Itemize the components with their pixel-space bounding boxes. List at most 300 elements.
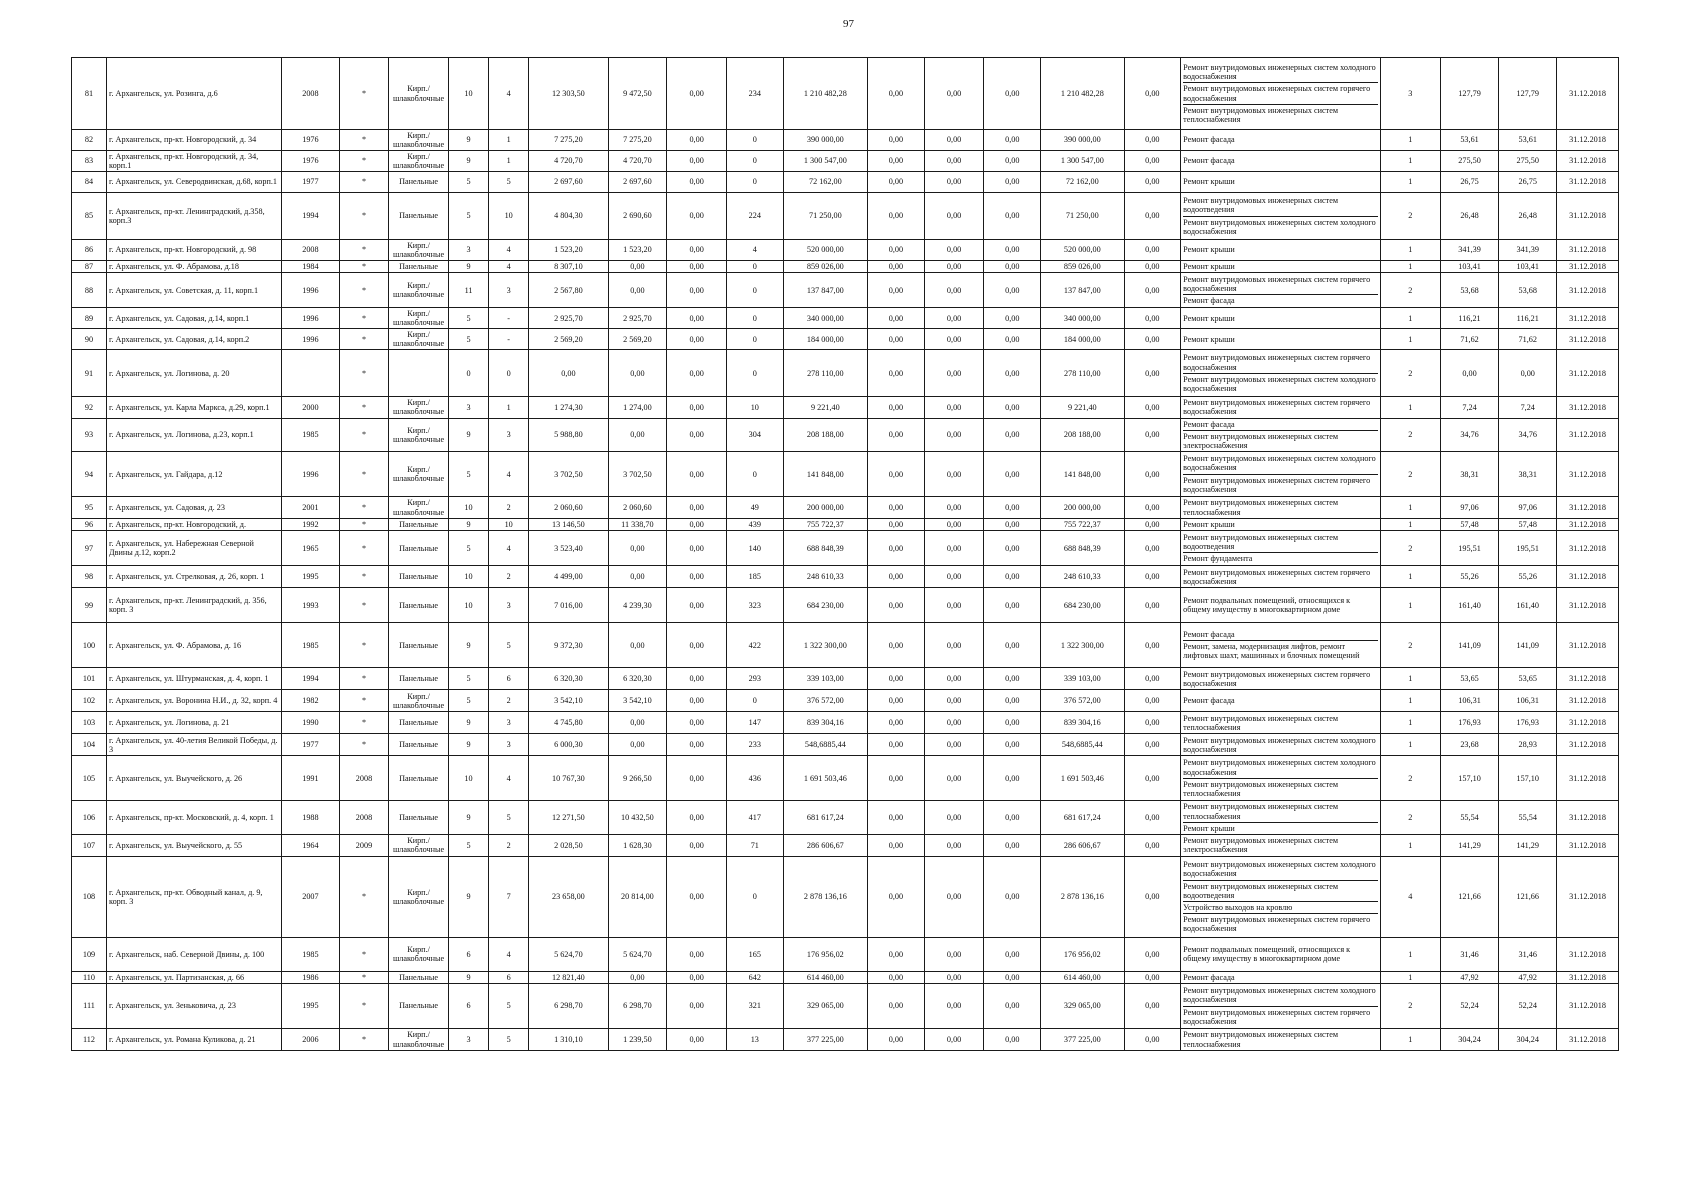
cell-cost-regional: 0,00 xyxy=(924,623,984,668)
cell-total-area: 5 988,80 xyxy=(529,418,608,452)
cell-year-reconstruction: * xyxy=(339,734,388,756)
cell-wall-material: Кирп./ шлакоблочные xyxy=(389,497,449,519)
cell-work-types xyxy=(1181,1029,1381,1051)
cell-cost-other: 0,00 xyxy=(1124,834,1181,856)
cell-cost-fund: 0,00 xyxy=(868,712,925,734)
cell-living-area: 0,00 xyxy=(608,712,667,734)
work-item: Ремонт внутридомовых инженерных систем электроснабжения xyxy=(1183,836,1339,855)
cell-living-area: 5 624,70 xyxy=(608,937,667,971)
cell-cost-regional: 0,00 xyxy=(924,734,984,756)
cell-cost-regional: 0,00 xyxy=(924,452,984,497)
cell-wall-material: Панельные xyxy=(389,623,449,668)
cell-wall-material: Кирп./ шлакоблочные xyxy=(389,937,449,971)
cell-cost-regional: 0,00 xyxy=(924,519,984,531)
cell-work-count: 1 xyxy=(1380,937,1440,971)
cell-cost-regional: 0,00 xyxy=(924,690,984,712)
cell-cost-total: 755 722,37 xyxy=(783,519,867,531)
cell-floors: 5 xyxy=(448,690,488,712)
cell-year-reconstruction: * xyxy=(339,329,388,350)
table-row xyxy=(72,240,1619,261)
cell-total-area: 6 000,30 xyxy=(529,734,608,756)
cell-cost-total: 1 691 503,46 xyxy=(783,756,867,801)
cell-work-types xyxy=(1181,856,1381,937)
cell-year-built: 1988 xyxy=(282,801,340,835)
cell-work-types xyxy=(1181,151,1381,172)
cell-entrances: 3 xyxy=(489,712,529,734)
cell-cost-total: 1 322 300,00 xyxy=(783,623,867,668)
cell-cost-owners: 9 221,40 xyxy=(1041,397,1124,418)
cell-wall-material: Панельные xyxy=(389,971,449,983)
cell-municipal-area: 0,00 xyxy=(667,273,727,308)
cell-cost-fund: 0,00 xyxy=(868,273,925,308)
cell-year-reconstruction: * xyxy=(339,497,388,519)
cell-cost-owners: 137 847,00 xyxy=(1041,273,1124,308)
cell-cost-regional: 0,00 xyxy=(924,801,984,835)
cell-address: г. Архангельск, ул. Штурманская, д. 4, корп. 1 xyxy=(107,668,282,690)
cell-unit-cost: 116,21 xyxy=(1440,308,1499,329)
cell-year-built: 1976 xyxy=(282,151,340,172)
cell-residents: 185 xyxy=(726,566,783,588)
cell-residents: 436 xyxy=(726,756,783,801)
table-row xyxy=(72,734,1619,756)
cell-work-types xyxy=(1181,130,1381,151)
cell-row-number: 87 xyxy=(72,261,107,273)
cell-municipal-area: 0,00 xyxy=(667,193,727,240)
cell-unit-cost-limit: 275,50 xyxy=(1499,151,1557,172)
cell-living-area: 0,00 xyxy=(608,971,667,983)
cell-completion-date: 31.12.2018 xyxy=(1557,397,1619,418)
cell-address: г. Архангельск, ул. Гайдара, д.12 xyxy=(107,452,282,497)
cell-cost-fund: 0,00 xyxy=(868,397,925,418)
work-item: Ремонт внутридомовых инженерных систем холодного водоснабжения xyxy=(1183,757,1378,778)
cell-unit-cost: 304,24 xyxy=(1440,1029,1499,1051)
table-row xyxy=(72,1029,1619,1051)
cell-municipal-area: 0,00 xyxy=(667,452,727,497)
work-item: Ремонт внутридомовых инженерных систем водоотведения xyxy=(1183,195,1378,216)
cell-row-number: 88 xyxy=(72,273,107,308)
cell-row-number: 82 xyxy=(72,130,107,151)
cell-cost-local: 0,00 xyxy=(984,130,1041,151)
cell-floors: 5 xyxy=(448,531,488,566)
cell-work-count: 4 xyxy=(1380,856,1440,937)
cell-wall-material: Кирп./ шлакоблочные xyxy=(389,690,449,712)
cell-cost-fund: 0,00 xyxy=(868,668,925,690)
cell-row-number: 105 xyxy=(72,756,107,801)
cell-year-reconstruction: * xyxy=(339,690,388,712)
cell-row-number: 89 xyxy=(72,308,107,329)
cell-cost-fund: 0,00 xyxy=(868,690,925,712)
housing-repair-table xyxy=(71,57,1619,1051)
cell-cost-owners: 340 000,00 xyxy=(1041,308,1124,329)
cell-floors: 5 xyxy=(448,834,488,856)
cell-wall-material: Кирп./ шлакоблочные xyxy=(389,58,449,130)
cell-unit-cost: 0,00 xyxy=(1440,350,1499,397)
cell-year-built: 1992 xyxy=(282,519,340,531)
cell-unit-cost: 106,31 xyxy=(1440,690,1499,712)
cell-cost-other: 0,00 xyxy=(1124,623,1181,668)
cell-year-built: 1977 xyxy=(282,734,340,756)
cell-total-area: 12 271,50 xyxy=(529,801,608,835)
cell-address: г. Архангельск, ул. Логинова, д. 20 xyxy=(107,350,282,397)
cell-cost-total: 72 162,00 xyxy=(783,172,867,193)
cell-cost-other: 0,00 xyxy=(1124,1029,1181,1051)
cell-year-built: 1976 xyxy=(282,130,340,151)
cell-floors: 5 xyxy=(448,668,488,690)
cell-entrances: 2 xyxy=(489,834,529,856)
cell-cost-other: 0,00 xyxy=(1124,452,1181,497)
cell-cost-other: 0,00 xyxy=(1124,519,1181,531)
cell-total-area: 10 767,30 xyxy=(529,756,608,801)
cell-work-types xyxy=(1181,801,1381,835)
cell-cost-total: 339 103,00 xyxy=(783,668,867,690)
cell-unit-cost-limit: 55,54 xyxy=(1499,801,1557,835)
cell-cost-local: 0,00 xyxy=(984,668,1041,690)
cell-row-number: 84 xyxy=(72,172,107,193)
cell-wall-material: Кирп./ шлакоблочные xyxy=(389,418,449,452)
cell-cost-total: 2 878 136,16 xyxy=(783,856,867,937)
cell-work-count: 1 xyxy=(1380,734,1440,756)
cell-wall-material: Кирп./ шлакоблочные xyxy=(389,329,449,350)
cell-cost-total: 329 065,00 xyxy=(783,984,867,1029)
cell-cost-total: 376 572,00 xyxy=(783,690,867,712)
cell-residents: 0 xyxy=(726,690,783,712)
cell-wall-material: Кирп./ шлакоблочные xyxy=(389,834,449,856)
cell-unit-cost: 55,54 xyxy=(1440,801,1499,835)
cell-cost-regional: 0,00 xyxy=(924,329,984,350)
cell-living-area: 2 569,20 xyxy=(608,329,667,350)
cell-total-area: 3 702,50 xyxy=(529,452,608,497)
cell-wall-material: Кирп./ шлакоблочные xyxy=(389,452,449,497)
cell-year-built: 2007 xyxy=(282,856,340,937)
table-row xyxy=(72,308,1619,329)
cell-residents: 0 xyxy=(726,172,783,193)
cell-entrances: 3 xyxy=(489,588,529,623)
cell-municipal-area: 0,00 xyxy=(667,588,727,623)
cell-total-area: 5 624,70 xyxy=(529,937,608,971)
cell-cost-fund: 0,00 xyxy=(868,588,925,623)
cell-row-number: 92 xyxy=(72,397,107,418)
table-row xyxy=(72,856,1619,937)
cell-work-types xyxy=(1181,623,1381,668)
cell-cost-local: 0,00 xyxy=(984,531,1041,566)
cell-total-area: 9 372,30 xyxy=(529,623,608,668)
cell-cost-owners: 278 110,00 xyxy=(1041,350,1124,397)
cell-entrances: 1 xyxy=(489,130,529,151)
cell-cost-total: 688 848,39 xyxy=(783,531,867,566)
cell-row-number: 95 xyxy=(72,497,107,519)
cell-wall-material: Панельные xyxy=(389,172,449,193)
cell-cost-other: 0,00 xyxy=(1124,756,1181,801)
cell-total-area: 4 720,70 xyxy=(529,151,608,172)
cell-entrances: 4 xyxy=(489,531,529,566)
cell-entrances: 4 xyxy=(489,261,529,273)
cell-living-area: 7 275,20 xyxy=(608,130,667,151)
cell-cost-owners: 248 610,33 xyxy=(1041,566,1124,588)
cell-municipal-area: 0,00 xyxy=(667,172,727,193)
work-item: Ремонт подвальных помещений, относящихся к общему имуществу в многоквартирном доме xyxy=(1183,945,1351,964)
cell-completion-date: 31.12.2018 xyxy=(1557,834,1619,856)
cell-address: г. Архангельск, пр-кт. Московский, д. 4, корп. 1 xyxy=(107,801,282,835)
cell-living-area: 4 239,30 xyxy=(608,588,667,623)
cell-work-types xyxy=(1181,734,1381,756)
cell-wall-material: Кирп./ шлакоблочные xyxy=(389,273,449,308)
cell-year-reconstruction: * xyxy=(339,519,388,531)
cell-cost-fund: 0,00 xyxy=(868,531,925,566)
cell-address: г. Архангельск, ул. Романа Куликова, д. 21 xyxy=(107,1029,282,1051)
cell-floors: 3 xyxy=(448,240,488,261)
cell-unit-cost-limit: 55,26 xyxy=(1499,566,1557,588)
cell-completion-date: 31.12.2018 xyxy=(1557,1029,1619,1051)
cell-work-types xyxy=(1181,588,1381,623)
cell-cost-fund: 0,00 xyxy=(868,329,925,350)
cell-year-reconstruction: * xyxy=(339,151,388,172)
cell-entrances: 2 xyxy=(489,566,529,588)
cell-address: г. Архангельск, пр-кт. Ленинградский, д. 356, корп. 3 xyxy=(107,588,282,623)
work-item: Ремонт фасада xyxy=(1183,156,1235,166)
table-row xyxy=(72,531,1619,566)
table-row xyxy=(72,151,1619,172)
cell-unit-cost-limit: 304,24 xyxy=(1499,1029,1557,1051)
cell-living-area: 2 690,60 xyxy=(608,193,667,240)
cell-completion-date: 31.12.2018 xyxy=(1557,172,1619,193)
cell-floors: 9 xyxy=(448,856,488,937)
cell-row-number: 93 xyxy=(72,418,107,452)
cell-completion-date: 31.12.2018 xyxy=(1557,984,1619,1029)
cell-year-built: 1977 xyxy=(282,172,340,193)
cell-municipal-area: 0,00 xyxy=(667,1029,727,1051)
cell-unit-cost-limit: 7,24 xyxy=(1499,397,1557,418)
cell-cost-other: 0,00 xyxy=(1124,151,1181,172)
cell-work-types xyxy=(1181,984,1381,1029)
cell-living-area: 2 925,70 xyxy=(608,308,667,329)
cell-address: г. Архангельск, пр-кт. Новгородский, д. 34, корп.1 xyxy=(107,151,282,172)
cell-residents: 304 xyxy=(726,418,783,452)
cell-address: г. Архангельск, ул. Карла Маркса, д.29, корп.1 xyxy=(107,397,282,418)
cell-cost-local: 0,00 xyxy=(984,193,1041,240)
cell-entrances: 5 xyxy=(489,623,529,668)
cell-unit-cost-limit: 341,39 xyxy=(1499,240,1557,261)
cell-cost-owners: 208 188,00 xyxy=(1041,418,1124,452)
cell-municipal-area: 0,00 xyxy=(667,566,727,588)
work-item: Ремонт внутридомовых инженерных систем водоотведения xyxy=(1183,881,1378,902)
cell-cost-local: 0,00 xyxy=(984,937,1041,971)
cell-cost-regional: 0,00 xyxy=(924,273,984,308)
cell-work-count: 1 xyxy=(1380,240,1440,261)
work-item: Ремонт фасада xyxy=(1183,135,1235,145)
cell-cost-local: 0,00 xyxy=(984,172,1041,193)
work-item: Ремонт крыши xyxy=(1183,520,1235,530)
cell-cost-local: 0,00 xyxy=(984,58,1041,130)
cell-wall-material: Панельные xyxy=(389,566,449,588)
cell-cost-other: 0,00 xyxy=(1124,690,1181,712)
cell-row-number: 100 xyxy=(72,623,107,668)
cell-entrances: 4 xyxy=(489,58,529,130)
cell-work-count: 2 xyxy=(1380,756,1440,801)
cell-cost-total: 141 848,00 xyxy=(783,452,867,497)
cell-municipal-area: 0,00 xyxy=(667,971,727,983)
cell-total-area: 4 804,30 xyxy=(529,193,608,240)
cell-cost-fund: 0,00 xyxy=(868,756,925,801)
cell-completion-date: 31.12.2018 xyxy=(1557,497,1619,519)
cell-residents: 147 xyxy=(726,712,783,734)
cell-total-area: 7 016,00 xyxy=(529,588,608,623)
cell-floors: 10 xyxy=(448,566,488,588)
cell-residents: 10 xyxy=(726,397,783,418)
cell-floors: 9 xyxy=(448,519,488,531)
cell-municipal-area: 0,00 xyxy=(667,623,727,668)
work-item: Ремонт внутридомовых инженерных систем теплоснабжения xyxy=(1183,1030,1339,1049)
cell-work-types xyxy=(1181,193,1381,240)
table-row xyxy=(72,418,1619,452)
cell-entrances: - xyxy=(489,329,529,350)
cell-row-number: 111 xyxy=(72,984,107,1029)
cell-floors: 10 xyxy=(448,756,488,801)
cell-address: г. Архангельск, ул. Северодвинская, д.68, корп.1 xyxy=(107,172,282,193)
cell-work-count: 2 xyxy=(1380,418,1440,452)
cell-municipal-area: 0,00 xyxy=(667,308,727,329)
cell-cost-owners: 859 026,00 xyxy=(1041,261,1124,273)
cell-cost-local: 0,00 xyxy=(984,273,1041,308)
table-row xyxy=(72,971,1619,983)
cell-entrances: 2 xyxy=(489,497,529,519)
cell-residents: 0 xyxy=(726,329,783,350)
cell-work-types xyxy=(1181,668,1381,690)
cell-year-built: 1991 xyxy=(282,756,340,801)
cell-year-built: 1993 xyxy=(282,588,340,623)
cell-cost-owners: 71 250,00 xyxy=(1041,193,1124,240)
cell-unit-cost: 341,39 xyxy=(1440,240,1499,261)
table-row xyxy=(72,397,1619,418)
cell-living-area: 0,00 xyxy=(608,418,667,452)
cell-unit-cost-limit: 157,10 xyxy=(1499,756,1557,801)
cell-cost-owners: 681 617,24 xyxy=(1041,801,1124,835)
cell-row-number: 94 xyxy=(72,452,107,497)
cell-municipal-area: 0,00 xyxy=(667,834,727,856)
cell-year-reconstruction: * xyxy=(339,588,388,623)
cell-residents: 71 xyxy=(726,834,783,856)
cell-completion-date: 31.12.2018 xyxy=(1557,856,1619,937)
cell-cost-other: 0,00 xyxy=(1124,856,1181,937)
cell-unit-cost: 53,68 xyxy=(1440,273,1499,308)
cell-cost-fund: 0,00 xyxy=(868,937,925,971)
cell-residents: 0 xyxy=(726,350,783,397)
cell-wall-material: Панельные xyxy=(389,734,449,756)
cell-residents: 234 xyxy=(726,58,783,130)
table-row xyxy=(72,58,1619,130)
cell-floors: 3 xyxy=(448,397,488,418)
work-item: Ремонт крыши xyxy=(1183,177,1235,187)
cell-cost-fund: 0,00 xyxy=(868,151,925,172)
cell-entrances: 6 xyxy=(489,668,529,690)
cell-cost-fund: 0,00 xyxy=(868,856,925,937)
cell-cost-regional: 0,00 xyxy=(924,712,984,734)
cell-cost-fund: 0,00 xyxy=(868,623,925,668)
cell-cost-owners: 520 000,00 xyxy=(1041,240,1124,261)
cell-unit-cost: 157,10 xyxy=(1440,756,1499,801)
work-item: Ремонт крыши xyxy=(1183,313,1235,323)
cell-cost-total: 278 110,00 xyxy=(783,350,867,397)
cell-cost-fund: 0,00 xyxy=(868,971,925,983)
table-row xyxy=(72,452,1619,497)
table-row xyxy=(72,623,1619,668)
cell-cost-regional: 0,00 xyxy=(924,193,984,240)
cell-residents: 422 xyxy=(726,623,783,668)
cell-municipal-area: 0,00 xyxy=(667,690,727,712)
cell-year-reconstruction: * xyxy=(339,984,388,1029)
cell-cost-total: 548,6885,44 xyxy=(783,734,867,756)
cell-year-reconstruction: * xyxy=(339,1029,388,1051)
cell-cost-regional: 0,00 xyxy=(924,566,984,588)
cell-year-built: 1996 xyxy=(282,329,340,350)
cell-entrances: 3 xyxy=(489,418,529,452)
cell-year-reconstruction: * xyxy=(339,58,388,130)
cell-residents: 0 xyxy=(726,452,783,497)
cell-row-number: 86 xyxy=(72,240,107,261)
cell-wall-material: Панельные xyxy=(389,756,449,801)
cell-year-built: 1986 xyxy=(282,971,340,983)
cell-cost-other: 0,00 xyxy=(1124,712,1181,734)
cell-residents: 13 xyxy=(726,1029,783,1051)
cell-cost-local: 0,00 xyxy=(984,623,1041,668)
cell-living-area: 3 702,50 xyxy=(608,452,667,497)
cell-cost-other: 0,00 xyxy=(1124,801,1181,835)
table-row xyxy=(72,566,1619,588)
cell-cost-local: 0,00 xyxy=(984,329,1041,350)
cell-unit-cost-limit: 176,93 xyxy=(1499,712,1557,734)
cell-total-area: 12 821,40 xyxy=(529,971,608,983)
cell-wall-material: Панельные xyxy=(389,531,449,566)
cell-floors: 9 xyxy=(448,971,488,983)
cell-year-built: 2006 xyxy=(282,1029,340,1051)
cell-row-number: 108 xyxy=(72,856,107,937)
cell-total-area: 4 745,80 xyxy=(529,712,608,734)
cell-year-reconstruction: * xyxy=(339,452,388,497)
cell-unit-cost: 121,66 xyxy=(1440,856,1499,937)
cell-year-built: 1990 xyxy=(282,712,340,734)
cell-completion-date: 31.12.2018 xyxy=(1557,58,1619,130)
cell-floors: 6 xyxy=(448,937,488,971)
work-item: Ремонт крыши xyxy=(1183,334,1235,344)
cell-unit-cost-limit: 34,76 xyxy=(1499,418,1557,452)
cell-unit-cost: 34,76 xyxy=(1440,418,1499,452)
cell-unit-cost: 103,41 xyxy=(1440,261,1499,273)
cell-wall-material: Кирп./ шлакоблочные xyxy=(389,240,449,261)
cell-total-area: 0,00 xyxy=(529,350,608,397)
cell-cost-regional: 0,00 xyxy=(924,397,984,418)
cell-completion-date: 31.12.2018 xyxy=(1557,801,1619,835)
work-item: Ремонт крыши xyxy=(1183,262,1235,271)
work-item: Ремонт внутридомовых инженерных систем теплоснабжения xyxy=(1183,498,1339,517)
cell-floors: 0 xyxy=(448,350,488,397)
cell-unit-cost-limit: 53,68 xyxy=(1499,273,1557,308)
cell-year-built: 1985 xyxy=(282,937,340,971)
cell-cost-local: 0,00 xyxy=(984,984,1041,1029)
cell-cost-total: 200 000,00 xyxy=(783,497,867,519)
work-item: Ремонт внутридомовых инженерных систем холодного водоснабжения xyxy=(1183,62,1378,83)
cell-cost-total: 340 000,00 xyxy=(783,308,867,329)
cell-residents: 642 xyxy=(726,971,783,983)
cell-work-types xyxy=(1181,418,1381,452)
cell-cost-regional: 0,00 xyxy=(924,531,984,566)
cell-living-area: 0,00 xyxy=(608,350,667,397)
cell-unit-cost-limit: 26,48 xyxy=(1499,193,1557,240)
cell-work-count: 1 xyxy=(1380,566,1440,588)
cell-living-area: 20 814,00 xyxy=(608,856,667,937)
cell-total-area: 2 060,60 xyxy=(529,497,608,519)
cell-unit-cost-limit: 71,62 xyxy=(1499,329,1557,350)
cell-entrances: 10 xyxy=(489,519,529,531)
work-item: Ремонт внутридомовых инженерных систем холодного водоснабжения xyxy=(1183,374,1376,393)
